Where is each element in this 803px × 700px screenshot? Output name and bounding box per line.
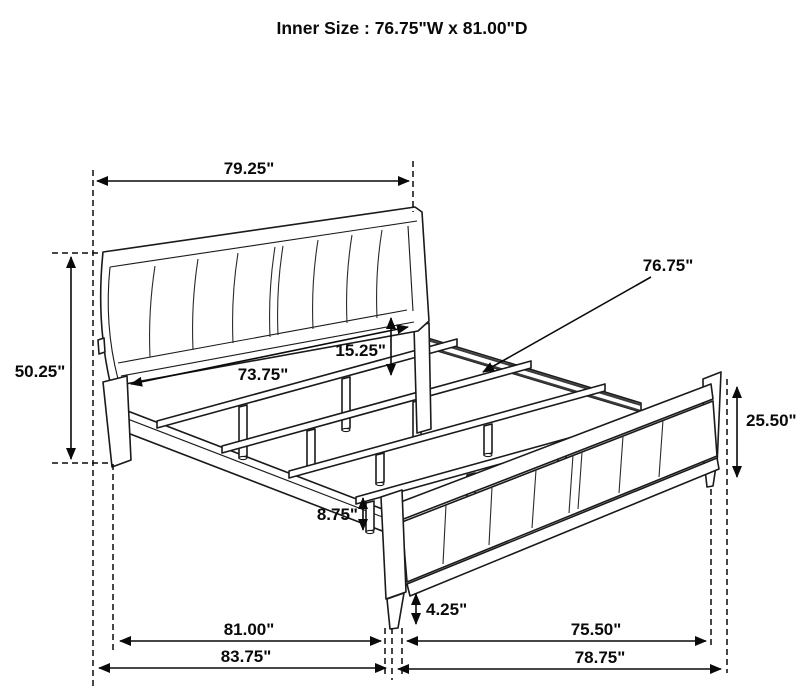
dimension-label: 76.75" [642,256,694,275]
headboard-right-post [414,323,431,433]
dimension-label: 4.25" [426,600,468,619]
dimension-footboard-outer-width [398,648,721,669]
dimension-footboard-leg-height [416,594,467,624]
bed-drawing [98,207,721,629]
dimension-inner-depth [120,620,381,641]
page-title: Inner Size : 76.75"W x 81.00"D [276,18,528,38]
dimension-label: 75.50" [570,620,622,639]
dimension-label: 83.75" [220,647,272,666]
dimension-headboard-height [15,253,112,463]
dimension-label: 78.75" [574,648,626,667]
dimension-footboard-height [737,387,797,477]
dimension-slat-inner-width [483,256,693,372]
dimension-label: 79.25" [223,159,275,178]
dimension-label: 73.75" [237,365,289,384]
dimension-label: 25.50" [746,411,797,430]
dimension-outer-depth [99,647,386,668]
footboard-front-post [381,490,406,599]
dimension-headboard-width [97,159,409,181]
footboard [381,372,721,629]
dimension-label: 8.75" [316,505,358,524]
dimension-footboard-inner-width [407,620,706,641]
dimension-label: 50.25" [14,362,66,381]
dimension-label: 15.25" [335,341,386,360]
headboard-bracket [98,338,105,354]
dimension-label: 81.00" [223,620,275,639]
headboard-left-post [103,376,131,467]
